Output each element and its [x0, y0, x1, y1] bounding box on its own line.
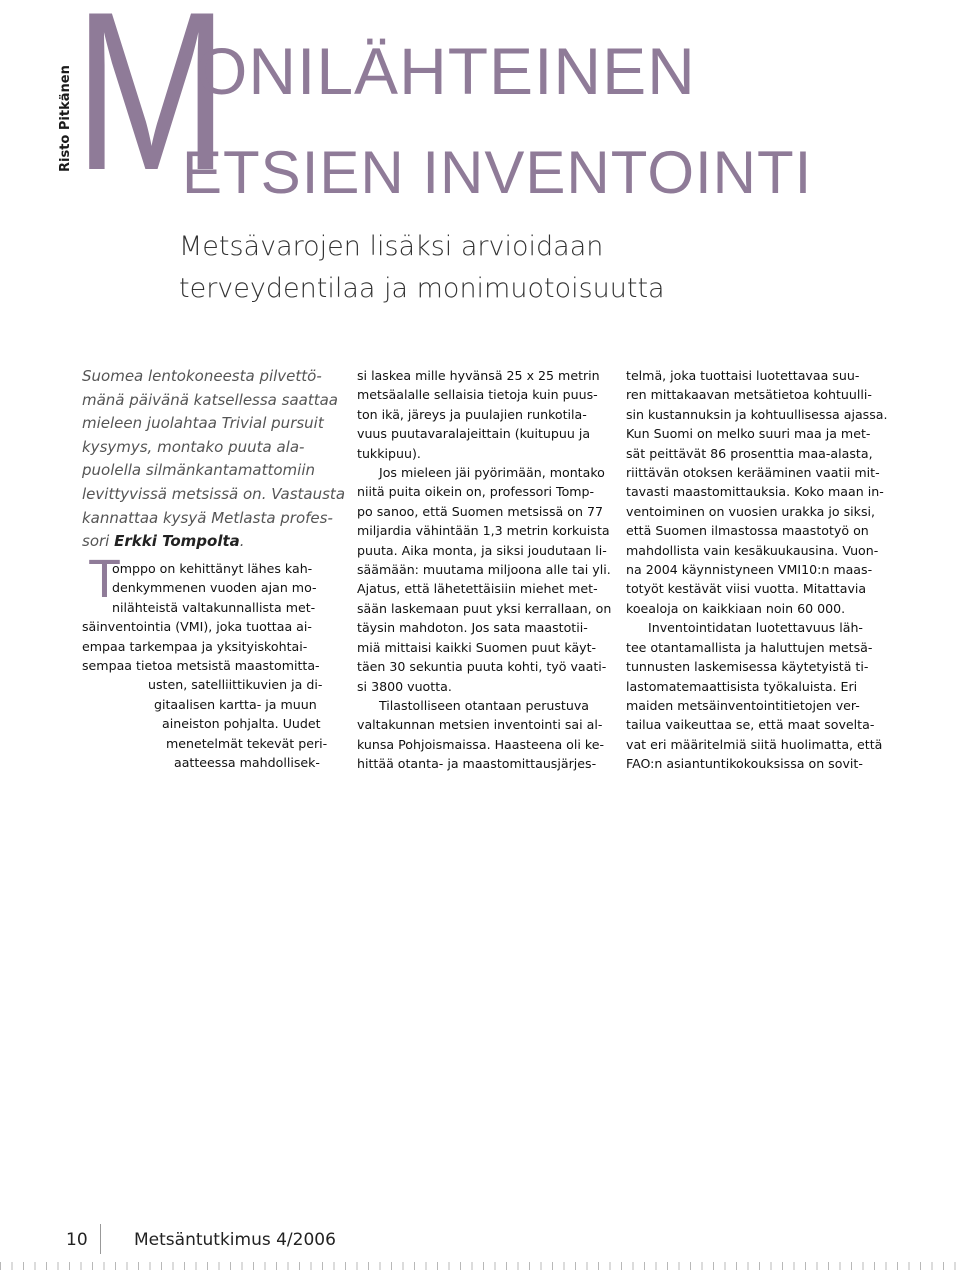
- column-line: tee otantamallista ja haluttujen metsä-: [626, 639, 873, 655]
- subtitle-line-1: Metsävarojen lisäksi arvioidaan: [179, 231, 604, 262]
- lead-line: Suomea lentokoneesta pilvettö-: [82, 367, 322, 385]
- column-line: tavasti maastomittauksia. Koko maan in-: [626, 484, 884, 500]
- column-line: omppo on kehittänyt lähes kah-: [112, 561, 313, 576]
- lead-line: kysymys, montako puuta ala-: [82, 437, 305, 456]
- column-line: sät peittävät 86 prosenttia maa-alasta,: [626, 445, 873, 461]
- column-line: vuus puutavaralajeittain (kuitupuu ja: [357, 426, 591, 442]
- author-byline: Risto Pitkänen: [58, 65, 73, 172]
- column-line: na 2004 käynnistyneen VMI10:n maas-: [626, 562, 873, 578]
- column-line: lastomatemaattisista työkaluista. Eri: [626, 678, 858, 694]
- title-line-1: ONILÄHTEINEN: [196, 34, 696, 108]
- column-line: täen 30 sekuntia puuta kohti, työ vaati-: [357, 659, 607, 675]
- dropcap: T: [88, 549, 121, 609]
- column-line: valtakunnan metsien inventointi sai al-: [357, 717, 603, 733]
- footer-tick-ruler: [0, 1262, 960, 1270]
- lead-name: Erkki Tompolta: [114, 532, 240, 551]
- column-line: säinventointia (VMI), joka tuottaa ai-: [82, 619, 312, 635]
- lead-line-last: [82, 530, 342, 554]
- column-line: denkymmenen vuoden ajan mo-: [112, 580, 317, 596]
- column-line: si 3800 vuotta.: [357, 678, 452, 694]
- column-line: tunnusten laskemisessa käytetyistä ti-: [626, 659, 869, 675]
- column-line: sempaa tietoa metsistä maastomitta-: [82, 658, 320, 674]
- column-line: riittävän otoksen kerääminen vaatii mit-: [626, 465, 880, 481]
- column-line: gitaalisen kartta- ja muun: [154, 696, 317, 712]
- column-line: ton ikä, järeys ja puulajien runkotila-: [357, 406, 587, 422]
- column-line: säämään: muutama miljoona alle tai yli.: [357, 562, 611, 578]
- subtitle: [179, 226, 739, 310]
- body-column-3: [626, 366, 886, 774]
- body-column-2: [357, 366, 612, 774]
- publication-title: Metsäntutkimus 4/2006: [134, 1230, 336, 1250]
- column-line: aineiston pohjalta. Uudet: [162, 716, 321, 732]
- column-line: puuta. Aika monta, ja siksi joudutaan li-: [357, 542, 607, 558]
- column-line: vat eri määritelmiä siitä huolimatta, että: [626, 736, 883, 752]
- lead-line: kannattaa kysyä Metlasta profes-: [82, 508, 333, 527]
- column-line: menetelmät tekevät peri-: [166, 735, 328, 751]
- column-line: Kun Suomi on melko suuri maa ja met-: [626, 426, 871, 442]
- column-line: metsäalalle sellaisia tietoja kuin puus-: [357, 387, 598, 403]
- column-line: nilähteistä valtakunnallista met-: [112, 599, 316, 615]
- lead-paragraph: [82, 365, 346, 554]
- lead-prefix: sori: [82, 532, 115, 551]
- column-line: Jos mieleen jäi pyörimään, montako: [379, 465, 605, 481]
- lead-line: mieleen juolahtaa Trivial pursuit: [82, 414, 324, 433]
- column-line: miä mittaisi kaikki Suomen puut käyt-: [357, 639, 597, 655]
- subtitle-line-2: terveydentilaa ja monimuotoisuutta: [179, 273, 665, 304]
- column-line: usten, satelliittikuvien ja di-: [148, 677, 323, 693]
- column-line: aatteessa mahdollisek-: [174, 755, 320, 771]
- column-line: hittää otanta- ja maastomittausjärjes-: [357, 756, 597, 772]
- column-line: FAO:n asiantuntikokouksissa on sovit-: [626, 756, 863, 772]
- column-line: Ajatus, että lähetettäisiin miehet met-: [357, 581, 598, 597]
- column-line: tailua vaikeuttaa se, että maat soveltа-: [626, 717, 875, 733]
- column-line: täysin mahdoton. Jos sata maastotii-: [357, 620, 588, 636]
- column-line: niitä puita oikein on, professori Tomp-: [357, 484, 595, 500]
- lead-suffix: .: [239, 532, 245, 551]
- column-line: tukkipuu).: [357, 445, 421, 461]
- column-line: kunsa Pohjoismaissa. Haasteena oli ke-: [357, 736, 605, 752]
- column-line: sin kustannuksin ja kohtuullisessa ajassa.: [626, 406, 888, 422]
- title-line-2: ETSIEN INVENTOINTI: [182, 139, 813, 206]
- column-line: po sanoo, että Suomen metsissä on 77: [357, 503, 603, 519]
- column-line: miljardia vähintään 1,3 metrin korkuista: [357, 523, 610, 539]
- column-line: ren mittakaavan metsätietoa kohtuulli-: [626, 387, 872, 403]
- column-line: telmä, joka tuottaisi luotettavaa suu-: [626, 368, 860, 383]
- column-line: sään laskemaan puut yksi kerrallaan, on: [357, 600, 612, 616]
- column-line: että Suomen ilmastossa maastotyö on: [626, 523, 869, 539]
- column-line: Tilastolliseen otantaan perustuva: [379, 697, 590, 713]
- lead-line: levittyvissä metsissä on. Vastausta: [82, 484, 346, 503]
- column-line: Inventointidatan luotettavuus läh-: [648, 620, 863, 636]
- column-line: maiden metsäinventointitietojen ver-: [626, 697, 860, 713]
- lead-line: mänä päivänä katsellessa saattaa: [82, 390, 338, 409]
- column-line: ventoiminen on vuosien urakka jo siksi,: [626, 503, 876, 519]
- footer-divider: [100, 1224, 101, 1254]
- page-number: 10: [66, 1230, 88, 1250]
- lead-line: puolella silmänkantamattomiin: [82, 461, 316, 480]
- column-line: si laskea mille hyvänsä 25 x 25 metrin: [357, 368, 600, 383]
- column-line: mahdollista vain kesäkuukausina. Vuon-: [626, 542, 879, 558]
- column-line: totyöt kestävät viisi vuotta. Mitattavia: [626, 581, 867, 597]
- title-initial-m: M: [74, 0, 229, 217]
- body-column-1: [82, 559, 332, 772]
- column-line: empaa tarkempaa ja yksityiskohtai-: [82, 638, 308, 654]
- column-line: koealoja on kaikkiaan noin 60 000.: [626, 600, 846, 616]
